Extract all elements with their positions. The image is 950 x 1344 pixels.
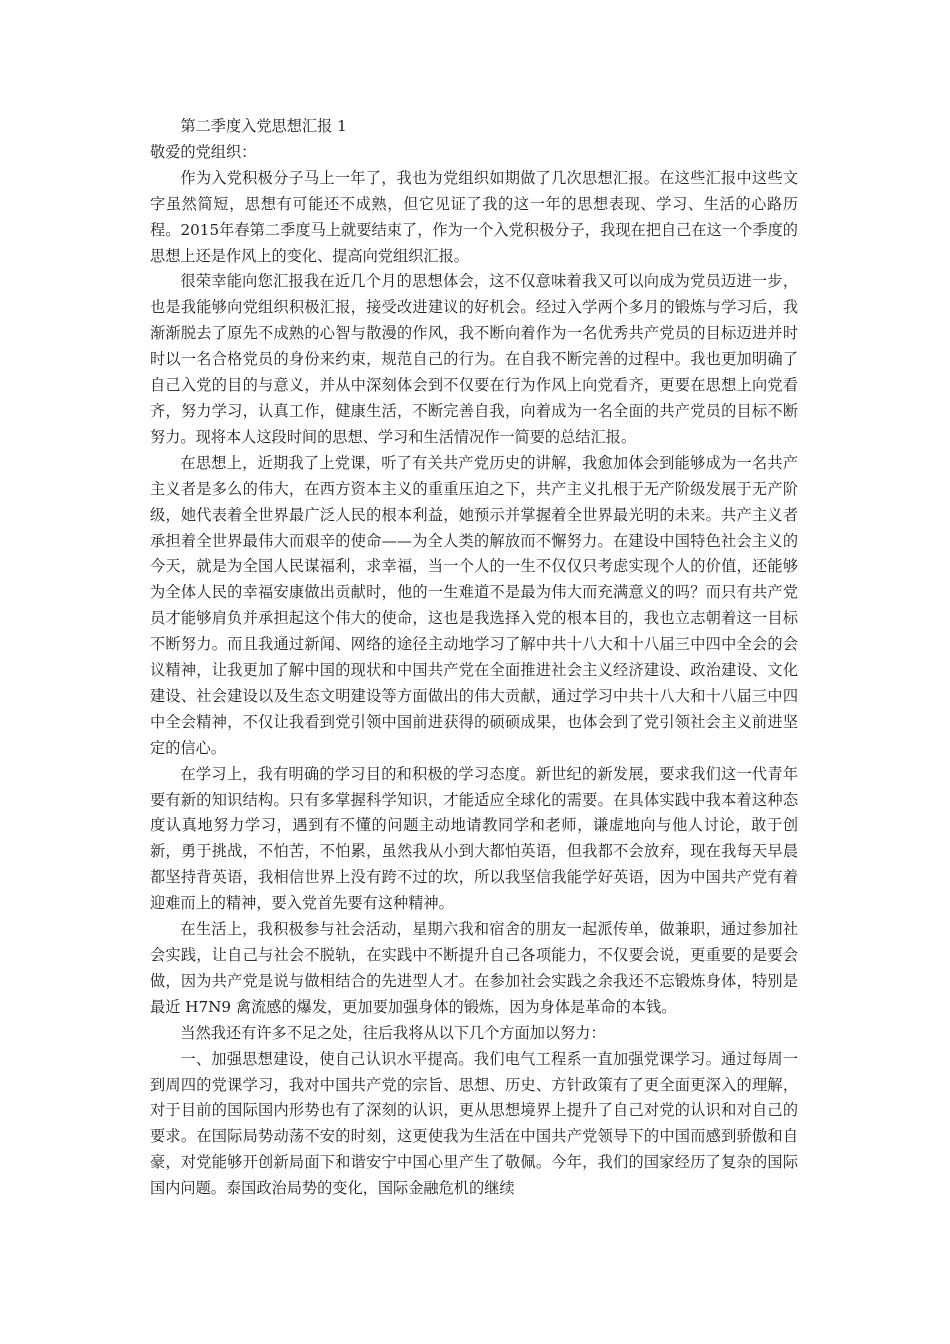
paragraph-reflection: 很荣幸能向您汇报我在近几个月的思想体会，这不仅意味着我又可以向成为党员迈进一步，也是我能够向党组织积极汇报，接受改进建议的好机会。经过入学两个多月的锻炼与学习后，我渐渐脱去了原先不成熟的心智与散漫的作风，我不断向着作为一名优秀共产党员的目标迈进并时时以一名合格党员的身份来约束，规范自己的行为。在自我不断完善的过程中。我也更加明确了自己入党的目的与意义，并从中深刻体会到不仅要在行为作风上向党看齐，更要在思想上向党看齐，努力学习，认真工作，健康生活，不断完善自我，向着成为一名全面的共产党员的目标不断努力。现将本人这段时间的思想、学习和生活情况作一简要的总结汇报。 bbox=[150, 272, 798, 446]
paragraph-study: 在学习上，我有明确的学习目的和积极的学习态度。新世纪的新发展，要求我们这一代青年要有新的知识结构。只有多掌握科学知识，才能适应全球化的需要。在具体实践中我本着这种态度认真地努力学习，遇到有不懂的问题主动地请教同学和老师，谦虚地向与他人讨论，敢于创新，勇于挑战，不怕苦，不怕累，虽然我从小到大都怕英语，但我都不会放弃，现在我每天早晨都坚持背英语，我相信世界上没有跨不过的坎，所以我坚信我能学好英语，因为中国共产党有着迎难而上的精神，要入党首先要有这种精神。 bbox=[150, 764, 798, 913]
paragraph-point-one: 一、加强思想建设，使自己认识水平提高。我们电气工程系一直加强党课学习。通过每周一到周四的党课学习，我对中国共产党的宗旨、思想、历史、方针政策有了更全面更深入的理解，对于目前的国际国内形势也有了深刻的认识，更从思想境界上提升了自己对党的认识和对自己的要求。在国际局势动荡不安的时刻，这更使我为生活在中国共产党领导下的中国而感到骄傲和自豪，对党能够开创新局面下和谐安宁中国心里产生了敬佩。今年，我们的国家经历了复杂的国际国内问题。泰国政治局势的变化，国际金融危机的继续 bbox=[150, 1049, 798, 1198]
paragraph-shortcomings: 当然我还有许多不足之处，往后我将从以下几个方面加以努力： bbox=[180, 1023, 606, 1042]
paragraph-ideology: 在思想上，近期我了上党课，听了有关共产党历史的讲解，我愈加体会到能够成为一名共产主义者是多么的伟大，在西方资本主义的重重压迫之下，共产主义扎根于无产阶级发展于无产阶级，她代表着全世界最广泛人民的根本利益，她预示并掌握着全世界最光明的未来。共产主义者承担着全世界最伟大而艰辛的使命——为全人类的解放而不懈努力。在建设中国特色社会主义的今天，就是为全国人民谋福利，求幸福，当一个人的一生不仅仅只考虑实现个人的价值，还能够为全体人民的幸福安康做出贡献时，他的一生难道不是最为伟大而充满意义的吗？而只有共产党员才能够肩负并承担起这个伟大的使命，这也是我选择入党的根本目的，我也立志朝着这一目标不断努力。而且我通过新闻、网络的途径主动地学习了解中共十八大和十八届三中四中全会的会议精神，让我更加了解中国的现状和中国共产党在全面推进社会主义经济建设、政治建设、文化建设、社会建设以及生态文明建设等方面做出的伟大贡献，通过学习中共十八大和十八届三中四中全会精神，不仅让我看到党引领中国前进获得的硕硕成果，也体会到了党引领社会主义前进坚定的信心。 bbox=[150, 453, 798, 757]
paragraph-life: 在生活上，我积极参与社会活动，星期六我和宿舍的朋友一起派传单，做兼职，通过参加社会实践，让自己与社会不脱轨，在实践中不断提升自己各项能力，不仅要会说，更重要的是要会做，因为共产党是说与做相结合的先进型人才。在参加社会实践之余我还不忘锻炼身体，特别是最近 H7N9 禽流感的爆发，更加要加强身体的锻炼，因为身体是革命的本钱。 bbox=[150, 920, 798, 1016]
document-page bbox=[150, 114, 798, 1202]
salutation: 敬爱的党组织： bbox=[150, 142, 257, 161]
paragraph-intro: 作为入党积极分子马上一年了，我也为党组织如期做了几次思想汇报。在这些汇报中这些文字虽然简短，思想有可能还不成熟，但它见证了我的这一年的思想表现、学习、生活的心路历程。2015年春第二季度马上就要结束了，作为一个入党积极分子，我现在把自己在这一个季度的思想上还是作风上的变化、提高向党组织汇报。 bbox=[150, 168, 798, 265]
document-title: 第二季度入党思想汇报 1 bbox=[180, 117, 347, 135]
